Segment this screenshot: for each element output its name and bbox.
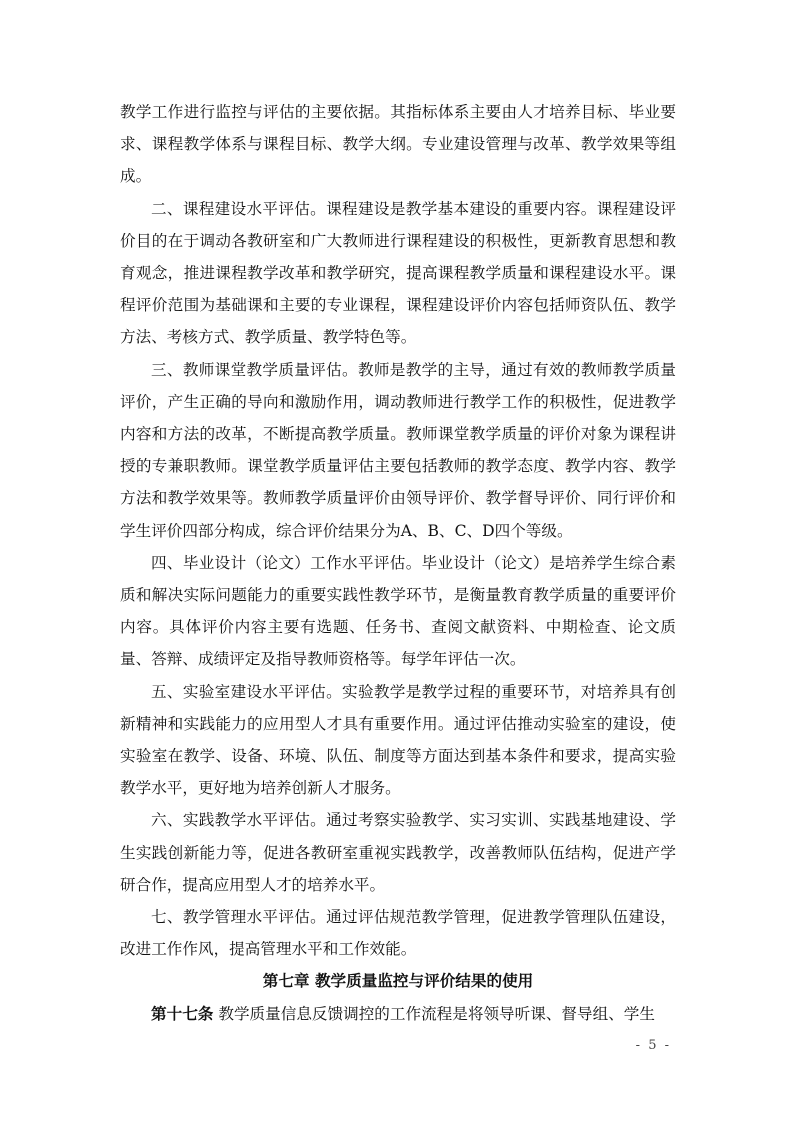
article-text: 教学质量信息反馈调控的工作流程是将领导听课、督导组、学生 [213, 1004, 655, 1023]
paragraph-1: 教学工作进行监控与评估的主要依据。其指标体系主要由人才培养目标、毕业要求、课程教学体系与课程目标、教学大纲。专业建设管理与改革、教学效果等组成。 [120, 103, 676, 186]
paragraph-practice-evaluation: 六、实践教学水平评估。通过考察实验教学、实习实训、实践基地建设、学生实践创新能力等，促进各教研室重视实践教学，改善教师队伍结构，促进产学研合作，提高应用型人才的培养水平。 [120, 811, 676, 894]
article-seventeen [120, 998, 676, 1030]
document-body [120, 96, 676, 1030]
paragraph-teacher-evaluation: 三、教师课堂教学质量评估。教师是教学的主导，通过有效的教师教学质量评价，产生正确的导向和激励作用，调动教师进行教学工作的积极性，促进教学内容和方法的改革，不断提高教学质量。教师课堂教学质量的评价对象为课程讲授的专兼职教师。课堂教学质量评估主要包括教师的教学态度、教学内容、教学方法和教学效果等。教师教学质量评价由领导评价、教学督导评价、同行评价和学生评价四部分构成，综合评价结果分为A、B、C、D四个等级。 [120, 360, 676, 540]
page-number: - 5 - [635, 1038, 671, 1053]
article-label: 第十七条 [151, 1003, 214, 1023]
paragraph-management-evaluation: 七、教学管理水平评估。通过评估规范教学管理，促进教学管理队伍建设，改进工作作风，提高管理水平和工作效能。 [120, 908, 676, 959]
paragraph-lab-evaluation: 五、实验室建设水平评估。实验教学是教学过程的重要环节，对培养具有创新精神和实践能力的应用型人才具有重要作用。通过评估推动实验室的建设，使实验室在教学、设备、环境、队伍、制度等方面达到基本条件和要求，提高实验教学水平，更好地为培养创新人才服务。 [120, 682, 676, 798]
chapter-title: 第七章 教学质量监控与评价结果的使用 [262, 971, 534, 991]
paragraph-course-evaluation: 二、课程建设水平评估。课程建设是教学基本建设的重要内容。课程建设评价目的在于调动各教研室和广大教师进行课程建设的积极性，更新教育思想和教育观念，推进课程教学改革和教学研究，提高课程教学质量和课程建设水平。课程评价范围为基础课和主要的专业课程，课程建设评价内容包括师资队伍、教学方法、考核方式、教学质量、教学特色等。 [120, 199, 676, 347]
paragraph-thesis-evaluation: 四、毕业设计（论文）工作水平评估。毕业设计（论文）是培养学生综合素质和解决实际问题能力的重要实践性教学环节，是衡量教育教学质量的重要评价内容。具体评价内容主要有选题、任务书、查阅文献资料、中期检查、论文质量、答辩、成绩评定及指导教师资格等。每学年评估一次。 [120, 553, 676, 669]
